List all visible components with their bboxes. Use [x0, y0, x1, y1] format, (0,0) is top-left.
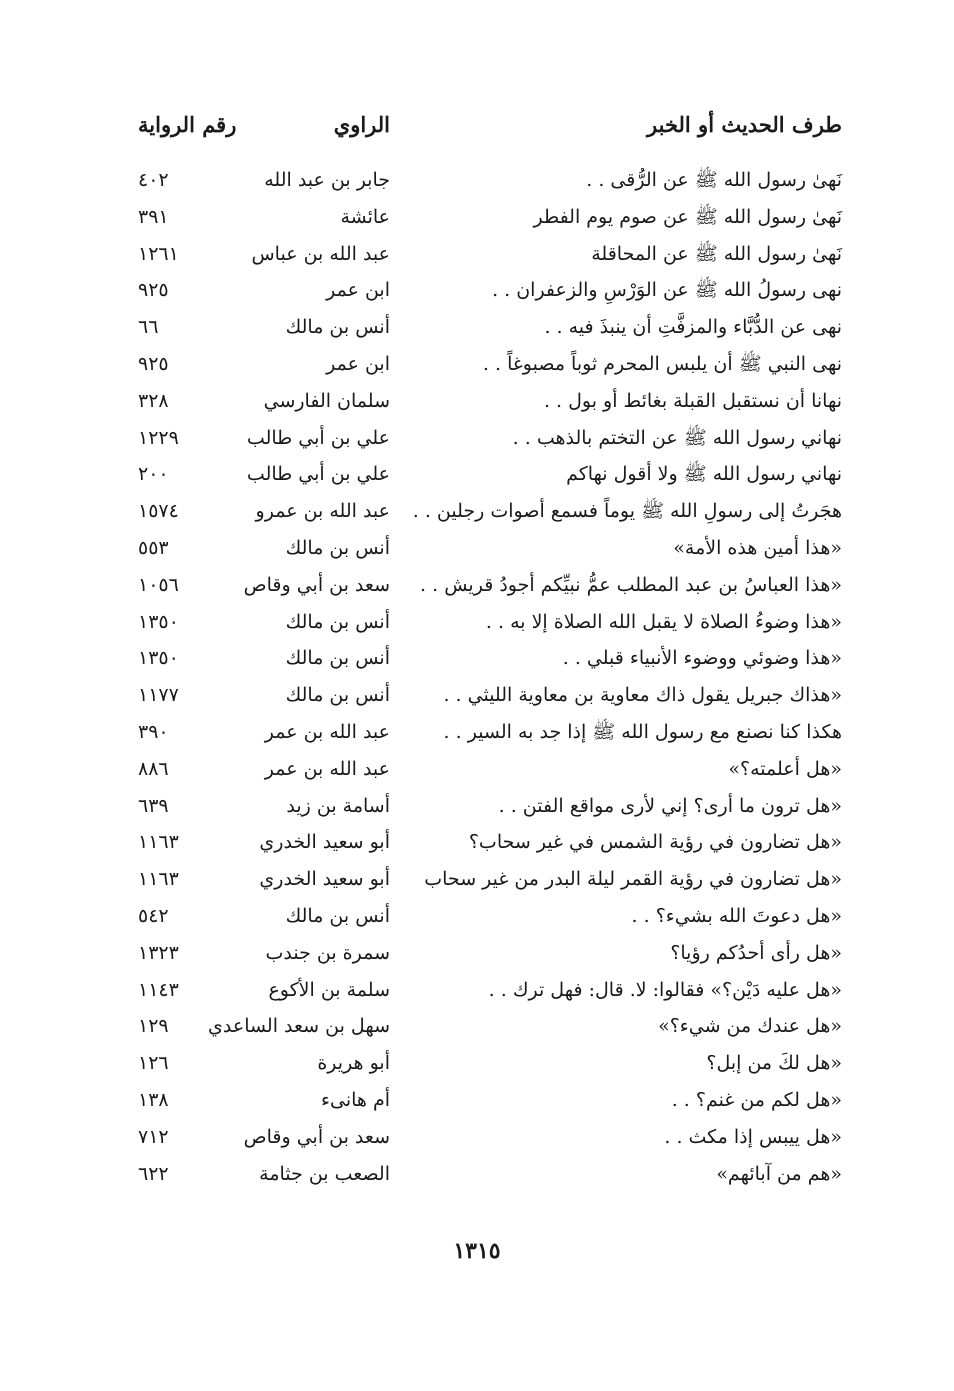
narrator-name: أنس بن مالك — [285, 610, 390, 633]
narrator-name: أنس بن مالك — [285, 536, 390, 559]
narrator-name: أبو هريرة — [317, 1052, 390, 1075]
hadith-text: «هل عندك من شيء؟» — [658, 1015, 842, 1038]
hadith-text: «هذاك جبريل يقول ذاك معاوية بن معاوية الليثي . . — [443, 684, 842, 707]
page-number: ١٣١٥ — [453, 1238, 501, 1264]
narration-number: ٧١٢ — [138, 1125, 169, 1148]
table-row — [120, 236, 842, 273]
table-row — [120, 972, 842, 1009]
hadith-text: نهاني رسول الله ﷺ ولا أقول نهاكم — [566, 463, 842, 486]
narrator-name: علي بن أبي طالب — [246, 463, 390, 486]
table-row — [120, 456, 842, 493]
narration-number: ٩٢٥ — [138, 352, 169, 375]
table-row — [120, 1119, 842, 1156]
table-row — [120, 640, 842, 677]
narration-number: ٢٠٠ — [138, 463, 169, 486]
narrator-name: أنس بن مالك — [285, 904, 390, 927]
narration-number: ١٠٥٦ — [138, 573, 179, 596]
hadith-text: «هذا وضوئي ووضوء الأنبياء قبلي . . — [562, 647, 842, 670]
narrator-name: عبد الله بن عمر — [264, 757, 390, 780]
narrator-name: ابن عمر — [326, 352, 390, 375]
header-number: رقم الرواية — [138, 112, 237, 137]
narration-number: ٩٢٥ — [138, 279, 169, 302]
table-row — [120, 788, 842, 825]
hadith-text: «هل أعلمته؟» — [728, 757, 842, 780]
hadith-text: «هل لكم من غنم؟ . . — [671, 1088, 842, 1111]
hadith-text: «هل دعوتَ الله بشيء؟ . . — [631, 904, 842, 927]
narrator-name: سلمان الفارسي — [263, 389, 390, 412]
narration-number: ١٢٦ — [138, 1052, 169, 1075]
table-body — [120, 162, 842, 1192]
table-row — [120, 309, 842, 346]
hadith-text: نهاني رسول الله ﷺ عن التختم بالذهب . . — [512, 426, 842, 449]
hadith-text: نهى رسولُ الله ﷺ عن الوَرْسِ والزعفران . . — [492, 279, 842, 302]
hadith-text: «هل ييبس إذا مكث . . — [664, 1125, 842, 1148]
narrator-name: سلمة بن الأكوع — [268, 978, 390, 1001]
narrator-name: سهل بن سعد الساعدي — [208, 1015, 390, 1038]
narrator-name: سمرة بن جندب — [265, 941, 390, 964]
header-hadith: طرف الحديث أو الخبر — [647, 112, 842, 137]
narrator-name: أسامة بن زيد — [286, 794, 390, 817]
narration-number: ١٣٥٠ — [138, 610, 179, 633]
table-row — [120, 1045, 842, 1082]
hadith-text: «هذا العباسُ بن عبد المطلب عمُّ نبيِّكم أجودُ قريش . . — [420, 573, 842, 596]
table-row — [120, 567, 842, 604]
table-row — [120, 861, 842, 898]
table-row — [120, 493, 842, 530]
table-row — [120, 1156, 842, 1193]
table-row — [120, 714, 842, 751]
narrator-name: سعد بن أبي وقاص — [243, 573, 390, 596]
narration-number: ١٢٢٩ — [138, 426, 179, 449]
table-row — [120, 1008, 842, 1045]
hadith-text: «هل ترون ما أرى؟ إني لأرى مواقع الفتن . . — [498, 794, 842, 817]
narration-number: ٣٩١ — [138, 205, 169, 228]
narration-number: ٦٣٩ — [138, 794, 169, 817]
narrator-name: أنس بن مالك — [285, 316, 390, 339]
hadith-text: «هل تضارون في رؤية الشمس في غير سحاب؟ — [468, 831, 842, 854]
table-row — [120, 898, 842, 935]
narrator-name: عبد الله بن عمر — [264, 720, 390, 743]
narration-number: ٦٦ — [138, 316, 159, 339]
hadith-text: «هم من آبائهم» — [716, 1162, 842, 1185]
narration-number: ٨٨٦ — [138, 757, 169, 780]
narrator-name: أبو سعيد الخدري — [259, 831, 390, 854]
narrator-name: عبد الله بن عباس — [251, 242, 390, 265]
narration-number: ٣٩٠ — [138, 720, 169, 743]
narration-number: ١٢٦١ — [138, 242, 179, 265]
narrator-name: ابن عمر — [326, 279, 390, 302]
hadith-text: نهى النبي ﷺ أن يلبس المحرم ثوباً مصبوغاً . . — [482, 352, 842, 375]
hadith-text: «هل رأى أحدُكم رؤيا؟ — [670, 941, 842, 964]
narrator-name: أم هانىء — [321, 1088, 390, 1111]
table-row — [120, 272, 842, 309]
header-narrator: الراوي — [333, 112, 390, 137]
table-row — [120, 604, 842, 641]
narration-number: ٦٢٢ — [138, 1162, 169, 1185]
table-row — [120, 530, 842, 567]
hadith-text: «هل عليه دَيْن؟» فقالوا: لا. قال: فهل ترك . . — [488, 978, 842, 1001]
hadith-text: «هل لكَ من إبل؟ — [706, 1052, 842, 1075]
hadith-text: هجَرتُ إلى رسولِ الله ﷺ يوماً فسمع أصوات رجلين . . — [412, 500, 842, 523]
table-row — [120, 420, 842, 457]
hadith-text: هكذا كنا نصنع مع رسول الله ﷺ إذا جد به السير . . — [443, 720, 842, 743]
narration-number: ٤٠٢ — [138, 169, 169, 191]
narration-number: ١١٧٧ — [138, 684, 179, 707]
narrator-name: سعد بن أبي وقاص — [243, 1125, 390, 1148]
narrator-name: عبد الله بن عمرو — [255, 500, 390, 523]
narrator-name: أنس بن مالك — [285, 684, 390, 707]
table-row — [120, 935, 842, 972]
narrator-name: جابر بن عبد الله — [264, 169, 390, 191]
table-header — [120, 112, 842, 146]
narration-number: ١١٦٣ — [138, 868, 179, 891]
hadith-text: نَهىٰ رسول الله ﷺ عن الرُّقى . . — [586, 169, 842, 191]
narrator-name: عائشة — [340, 205, 390, 228]
narration-number: ٥٤٢ — [138, 904, 169, 927]
narration-number: ١١٦٣ — [138, 831, 179, 854]
narration-number: ١٢٩ — [138, 1015, 169, 1038]
narrator-name: الصعب بن جثامة — [259, 1162, 390, 1185]
table-row — [120, 751, 842, 788]
narration-number: ١٣٥٠ — [138, 647, 179, 670]
narration-number: ١٥٧٤ — [138, 500, 179, 523]
narration-number: ١١٤٣ — [138, 978, 179, 1001]
narrator-name: علي بن أبي طالب — [246, 426, 390, 449]
hadith-text: نهانا أن نستقبل القبلة بغائط أو بول . . — [543, 389, 842, 412]
table-row — [120, 383, 842, 420]
hadith-text: نَهىٰ رسول الله ﷺ عن المحاقلة — [591, 242, 842, 265]
narration-number: ١٣٢٣ — [138, 941, 179, 964]
narration-number: ٣٢٨ — [138, 389, 169, 412]
table-row — [120, 824, 842, 861]
hadith-text: نَهىٰ رسول الله ﷺ عن صوم يوم الفطر — [533, 205, 842, 228]
hadith-text: «هذا أمين هذه الأمة» — [673, 536, 842, 559]
table-row — [120, 199, 842, 236]
table-row — [120, 162, 842, 199]
narrator-name: أبو سعيد الخدري — [259, 868, 390, 891]
narrator-name: أنس بن مالك — [285, 647, 390, 670]
narration-number: ١٣٨ — [138, 1088, 169, 1111]
hadith-text: نهى عن الدُّبَّاء والمزفَّتِ أن ينبذَ فيه . . — [544, 316, 842, 339]
narration-number: ٥٥٣ — [138, 536, 169, 559]
hadith-text: «هل تضارون في رؤية القمر ليلة البدر من غير سحاب — [424, 868, 842, 891]
table-row — [120, 346, 842, 383]
table-row — [120, 677, 842, 714]
hadith-text: «هذا وضوءُ الصلاة لا يقبل الله الصلاة إلا به . . — [485, 610, 842, 633]
table-row — [120, 1082, 842, 1119]
